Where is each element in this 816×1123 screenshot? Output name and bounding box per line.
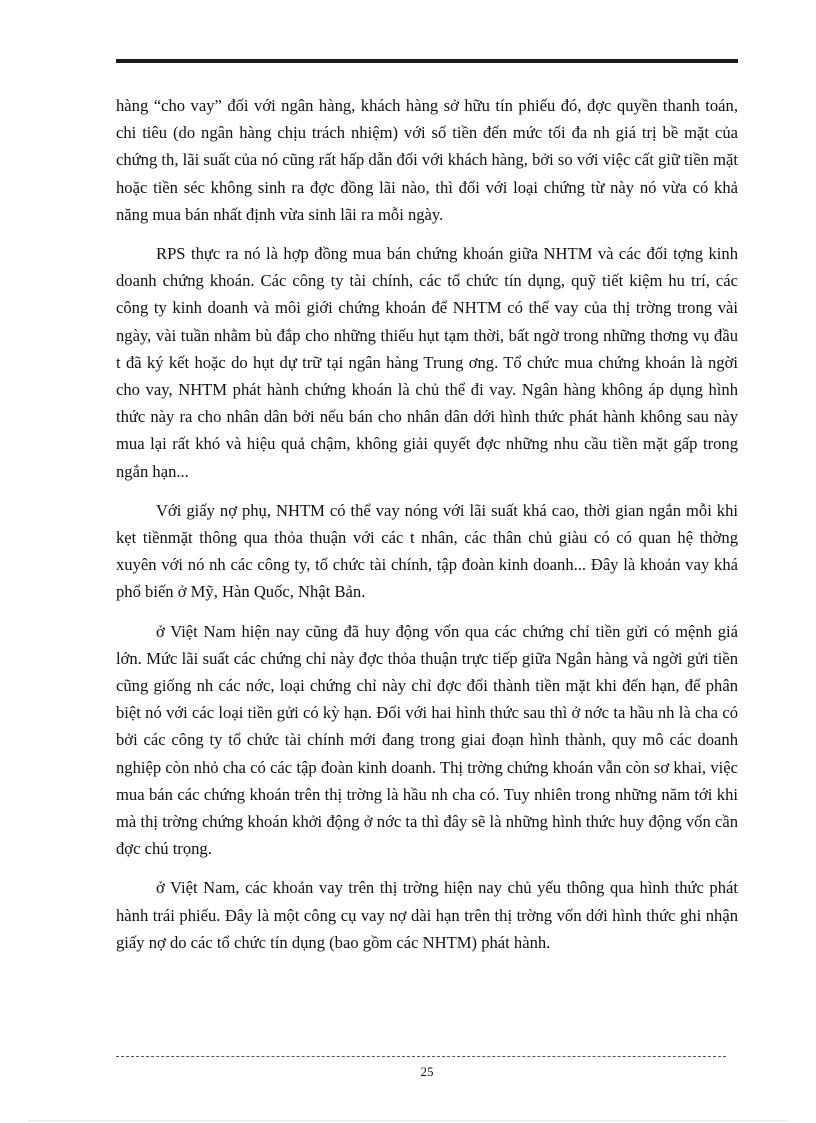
paragraph-1: hàng “cho vay” đối với ngân hàng, khách hàng sở hữu tín phiếu đó, đợc quyền thanh toán, chi tiêu (do ngân hàng chịu trách nhiệm) với số tiền đến mức tối đa nh giá trị bề mặt của chứng th, lãi suất của nó cũng rất hấp dẫn đối với khách hàng, bởi so với việc cất giữ tiền mặt hoặc tiền séc không sinh ra đợc đồng lãi nào, thì đối với loại chứng từ này nó vừa có khả năng mua bán nhất định vừa sinh lãi ra mỗi ngày. bbox=[116, 96, 738, 224]
paragraph-5: ở Việt Nam, các khoản vay trên thị trờng hiện nay chủ yếu thông qua hình thức phát hành trái phiếu. Đây là một công cụ vay nợ dài hạn trên thị trờng vốn dới hình thức ghi nhận giấy nợ do các tổ chức tín dụng (bao gồm các NHTM) phát hành. bbox=[116, 878, 738, 952]
header-rule bbox=[116, 59, 738, 63]
page-number: 25 bbox=[420, 1064, 434, 1079]
paragraph-4: ở Việt Nam hiện nay cũng đã huy động vốn qua các chứng chỉ tiền gửi có mệnh giá lớn. Mức lãi suất các chứng chỉ này đợc thỏa thuận trực tiếp giữa Ngân hàng và ngời gửi tiền cũng giống nh các nớc, loại chứng chỉ này chỉ đợc đổi thành tiền mặt khi đến hạn, để phân biệt nó với các loại tiền gửi có kỳ hạn. Đối với hai hình thức sau thì ở nớc ta hầu nh là cha có bởi các công ty tổ chức tài chính mới đang trong giai đoạn hình thành, quy mô các doanh nghiệp còn nhỏ cha có các tập đoàn kinh doanh. Thị trờng chứng khoán vẫn còn sơ khai, việc mua bán các chứng khoán trên thị trờng là hầu nh cha có. Tuy nhiên trong những năm tới khi mà thị trờng chứng khoán khởi động ở nớc ta thì đây sẽ là những hình thức huy động vốn cần đợc chú trọng. bbox=[116, 621, 738, 859]
paragraph-3: Với giấy nợ phụ, NHTM có thể vay nóng với lãi suất khá cao, thời gian ngắn mỗi khi kẹt tiềnmặt thông qua thỏa thuận với các t nhân, các thân chủ giàu có có quan hệ thờng xuyên với nó nh các công ty, tổ chức tài chính, tập đoàn kinh doanh... Đây là khoản vay khá phổ biến ở Mỹ, Hàn Quốc, Nhật Bản. bbox=[116, 500, 738, 602]
page-bottom-border bbox=[28, 1120, 788, 1121]
body-text bbox=[116, 92, 738, 968]
paragraph-2: RPS thực ra nó là hợp đồng mua bán chứng khoán giữa NHTM và các đối tợng kinh doanh chứng khoán. Các công ty tài chính, các tổ chức tín dụng, quỹ tiết kiệm hu trí, các công ty kinh doanh và môi giới chứng khoán để NHTM có thể vay của thị trờng trong vài ngày, vài tuần nhằm bù đắp cho những thiếu hụt tạm thời, bất ngờ trong những thơng vụ đầu t đã ký kết hoặc do hụt dự trữ tại ngân hàng Trung ơng. Tổ chức mua chứng khoán là ngời cho vay, NHTM phát hành chứng khoán là chủ thể đi vay. Ngân hàng không áp dụng hình thức này ra cho nhân dân bởi nếu bán cho nhân dân dới hình thức phát hành không sau này mua lại rất khó và hiệu quả chậm, không giải quyết đợc những nhu cầu tiền mặt gấp trong ngắn hạn... bbox=[116, 244, 738, 481]
footer-rule bbox=[116, 1056, 726, 1057]
